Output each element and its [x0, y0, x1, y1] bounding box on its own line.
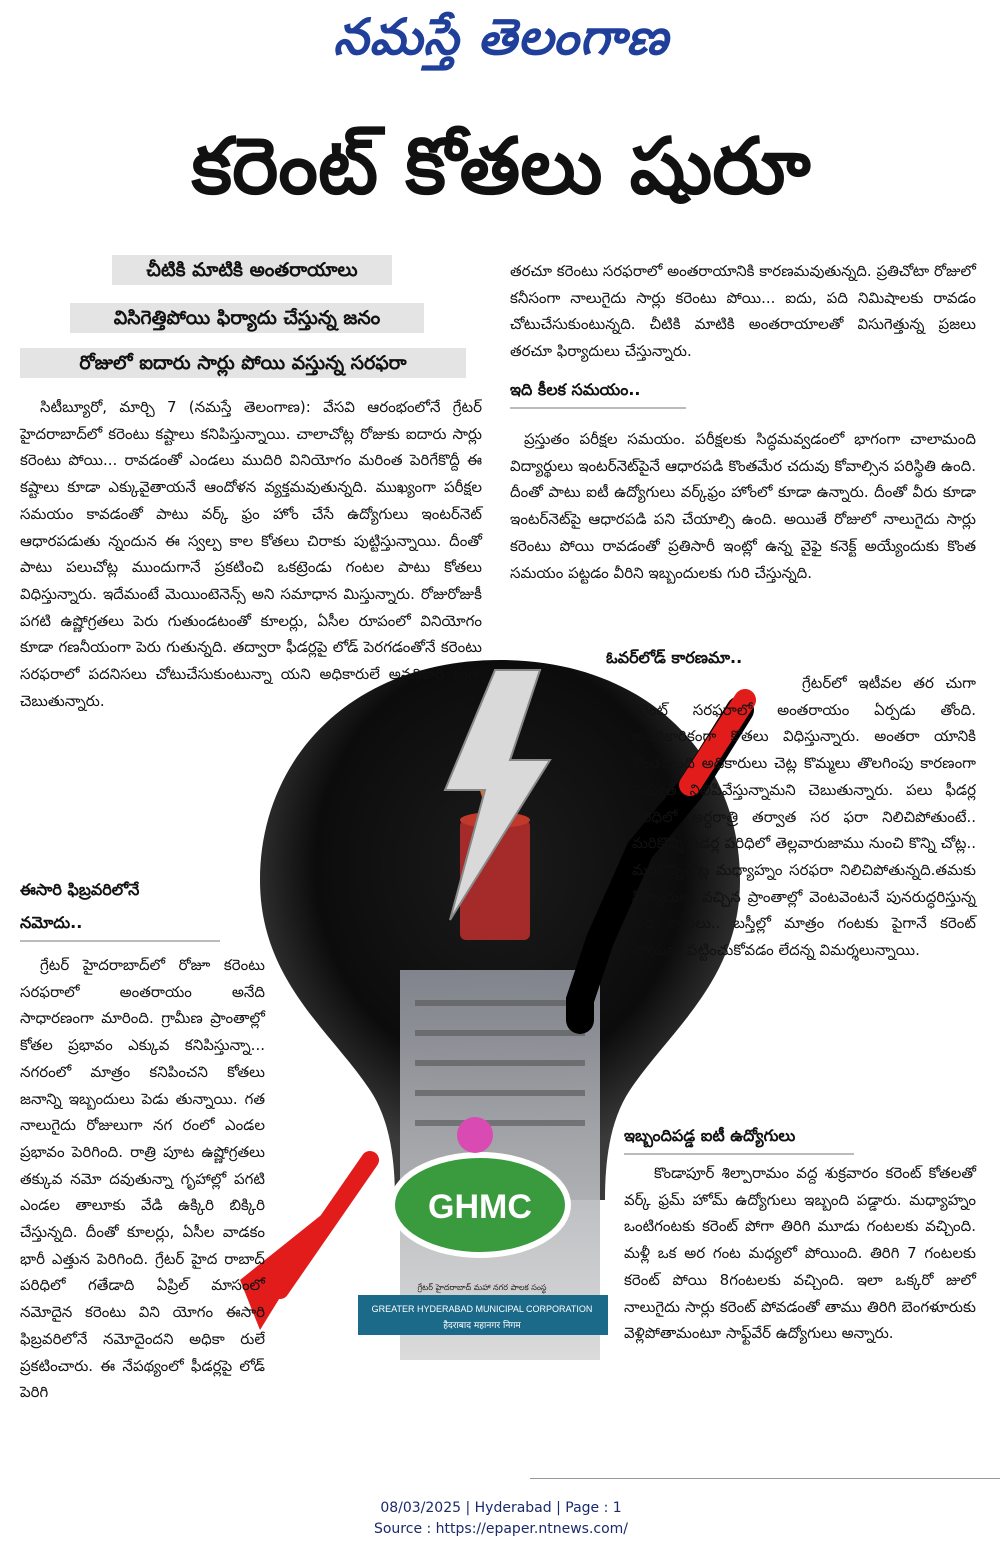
right-subhead-it-employees: ఇబ్బందిపడ్డ ఐటీ ఉద్యోగులు [624, 1126, 854, 1155]
masthead-logo: నమస్తే తెలంగాణ [333, 8, 669, 66]
building-sign-en: GREATER HYDERABAD MUNICIPAL CORPORATION [371, 1304, 593, 1314]
left-paragraph-2: గ్రేటర్ హైదరాబాద్‌లో రోజూ కరెంటు సరఫరాలో అంతరాయం అనేది సాధారణంగా మారింది. గ్రామీణ ప్రాంతాల్లో కోతల ప్రభావం ఎక్కువ కనిపిస్తున్నా... నగరంలో మాత్రం కనిపించని కోతలు జనాన్ని ఇబ్బందులు పెడు తున్నాయి. గత నాలుగైదు రోజులుగా నగ రంలో ఎండల ప్రభావం పెరిగింది. రాత్రి పూట ఉష్ణోగ్రతలు తక్కువ నమో దవుతున్నా గృహాల్లో పగటి ఎండల తాలూకు వేడి ఉక్కిరి బిక్కిరి చేస్తున్నది. దీంతో కూలర్లు, ఏసీల వాడకం భారీ ఎత్తున పెరిగింది. గ్రేటర్ హైద రాబాద్ పరిధిలో గతేడాది ఏప్రిల్ మాసంలో నమోదైన కరెంటు విని యోగం ఈసారి ఫిబ్రవరిలోనే నమోదైందని అధికా రులే ప్రకటించారు. ఈ నేపథ్యంలో ఫీడర్లపై లోడ్ పెరిగి [20, 956, 265, 1402]
right-paragraph-1: తరచూ కరెంటు సరఫరాలో అంతరాయానికి కారణమవుతున్నది. ప్రతిచోటా రోజులో కనీసంగా నాలుగైదు సార్లు కరెంటు పోయి... ఐదు, పది నిమిషాలకు రావడం చోటుచేసుకుంటున్నది. చీటికి మాటికి అంతరాయాలతో విసుగెత్తున్న ప్రజలు తరచూ ఫిర్యాదులు చేస్తున్నారు. [510, 262, 976, 361]
subhead-3: రోజులో ఐదారు సార్లు పోయి వస్తున్న సరఫరా [20, 348, 466, 378]
right-column-4 [624, 1160, 976, 1347]
building-sign-hindi: हैदराबाद महानगर निगम [443, 1321, 521, 1331]
bottom-divider [530, 1478, 1000, 1479]
right-paragraph-2: ప్రస్తుతం పరీక్షల సమయం. పరీక్షలకు సిద్ధమవ్వడంలో భాగంగా చాలామంది విద్యార్థులు ఇంటర్‌నెట్‌పైనే ఆధారపడి కొంతమేర చదువు కోవాల్సిన పరిస్థితి ఉంది. దీంతో పాటు ఐటీ ఉద్యోగులు వర్క్‌ఫ్రం హోంలో కూడా ఉన్నారు. దీంతో వీరు కూడా ఇంటర్‌నెట్‌పై ఆధారపడి పని చేయాల్సి ఉంది. అయితే రోజులో నాలుగైదు సార్లు కరెంటు పోయి రావడంతో ప్రతిసారీ ఇంట్లో ఉన్న వైఫై కనెక్ట్ అయ్యేందుకు కొంత సమయం పట్టడం వీరిని ఇబ్బందులకు గురి చేస్తున్నది. [510, 430, 976, 582]
building-sign-telugu: గ్రేటర్ హైదరాబాద్ మహా నగర పాలక సంస్థ [417, 1283, 547, 1292]
subhead-2: విసిగెత్తిపోయి ఫిర్యాదు చేస్తున్న జనం [70, 303, 424, 333]
left-column [20, 394, 482, 714]
right-subhead-key-time: ఇది కీలక సమయం.. [510, 380, 686, 409]
right-column-2 [510, 426, 976, 586]
headline: కరెంట్ కోతలు షురూ [191, 122, 811, 212]
right-column-3 [632, 670, 976, 964]
right-column [510, 258, 976, 365]
ghmc-logo-text: GHMC [428, 1188, 532, 1226]
right-paragraph-3: గ్రేటర్‌లో ఇటీవల తర చుగా కరెంట్ సరఫరాలో అంతరాయం ఏర్పడు తోంది. అనధికారికంగా కోతలు విధిస్తున్నారు. అంతరా యానికి కొంతమంది అధికారులు చెట్ల కొమ్మలు తొలగింపు కారణంగా విద్యుత్ నిలిపివేస్తున్నామని చెబుతున్నారు. పలు ఫీడర్ల పరిధిలో అర్ధరాత్రి తర్వాత సర ఫరా నిలిచిపోతుంటే.. మరికొన్ని ఫీడర్ల పరిధిలో తెల్లవారుజాము నుంచి కొన్ని చోట్ల.. మరికొన్నిచోట్ల మధ్యాహ్నం సరఫరా నిలిచిపోతున్నది.తమకు ఫిర్యాదులు వచ్చిన ప్రాంతాల్లో వెంటవెంటనే పునరుద్ధరిస్తున్న అధి కారులు.. బస్తీల్లో మాత్రం గంటకు పైగానే కరెంట్ పోయినా పట్టించుకోవడం లేదన్న విమర్శలున్నాయి. [632, 674, 976, 960]
left-paragraph-1: సిటీబ్యూరో, మార్చి 7 (నమస్తే తెలంగాణ): వేసవి ఆరంభంలోనే గ్రేటర్ హైదరాబాద్‌లో కరెంటు కష్టాలు కనిపిస్తున్నాయి. చాలాచోట్ల రోజుకు ఐదారు సార్లు కరెంటు పోయి... రావడంతో ఎండలు ముదిరి వినియోగం మరింత పెరిగేకొద్దీ ఈ కష్టాలు కూడా ఎక్కువైతాయనే ఆందోళన వ్యక్తమవుతున్నది. ముఖ్యంగా పరీక్షల సమయం కావడంతో పాటు వర్క్ ఫ్రం హోం చేసే ఉద్యోగులు ఇంటర్‌నెట్ ఆధారపడుతు న్నందున ఈ స్వల్ప కాల కోతలు చిరాకు పుట్టిస్తున్నాయి. దీంతో పాటు పలుచోట్ల ముందుగానే ప్రకటించి ఒకట్రెండు గంటల పాటు కోతలు విధిస్తున్నారు. ఇదేమంటే మెయింటెనెన్స్ అని సమాధాన మిస్తున్నారు. రోజురోజుకీ పగటి ఉష్ణోగ్రతలు పెరు గుతుండటంతో కూలర్లు, ఏసీల రూపంలో వినియోగం కూడా గణనీయంగా పెరు గుతున్నది. తద్వారా ఫీడర్లపై లోడ్ పెరగడంతోనే కరెంటు సరఫరాలో పదనిసలు చోటుచేసుకుంటున్నా యని అధికారులే అనధికారి కంగా చెబుతున్నారు. [20, 398, 482, 710]
footer-date: 08/03/2025 | Hyderabad | Page : 1 [380, 1500, 622, 1516]
left-subhead-feb-2: నమోదు.. [20, 913, 220, 942]
footer-source[interactable]: Source : https://epaper.ntnews.com/ [373, 1521, 629, 1537]
subhead-1: చీటికి మాటికి అంతరాయాలు [112, 255, 392, 285]
right-paragraph-4: కొండాపూర్ శిల్పారామం వద్ద శుక్రవారం కరెంట్ కోతలతో వర్క్ ఫ్రమ్ హోమ్ ఉద్యోగులు ఇబ్బంది పడ్డారు. మధ్యాహ్నం ఒంటిగంటకు కరెంట్ పోగా తిరిగి మూడు గంటలకు వచ్చింది. మళ్లీ ఒక అర గంట మధ్యలో పోయింది. తిరిగి 7 గంటలకు కరెంట్ పోయి 8గంటలకు వచ్చింది. ఇలా ఒక్కరో జులో నాలుగైదు సార్లు కరెంట్ పోవడంతో తాము తిరిగి బెంగళూరుకు వెళ్లిపోతామంటూ సాఫ్ట్‌వేర్ ఉద్యోగులు అన్నారు. [624, 1164, 976, 1343]
left-subhead-feb: ఈసారి ఫిబ్రవరిలోనే [20, 880, 140, 899]
right-subhead-overload: ఓవర్‌లోడ్ కారణమా.. [606, 648, 743, 667]
left-column-2 [20, 952, 265, 1406]
